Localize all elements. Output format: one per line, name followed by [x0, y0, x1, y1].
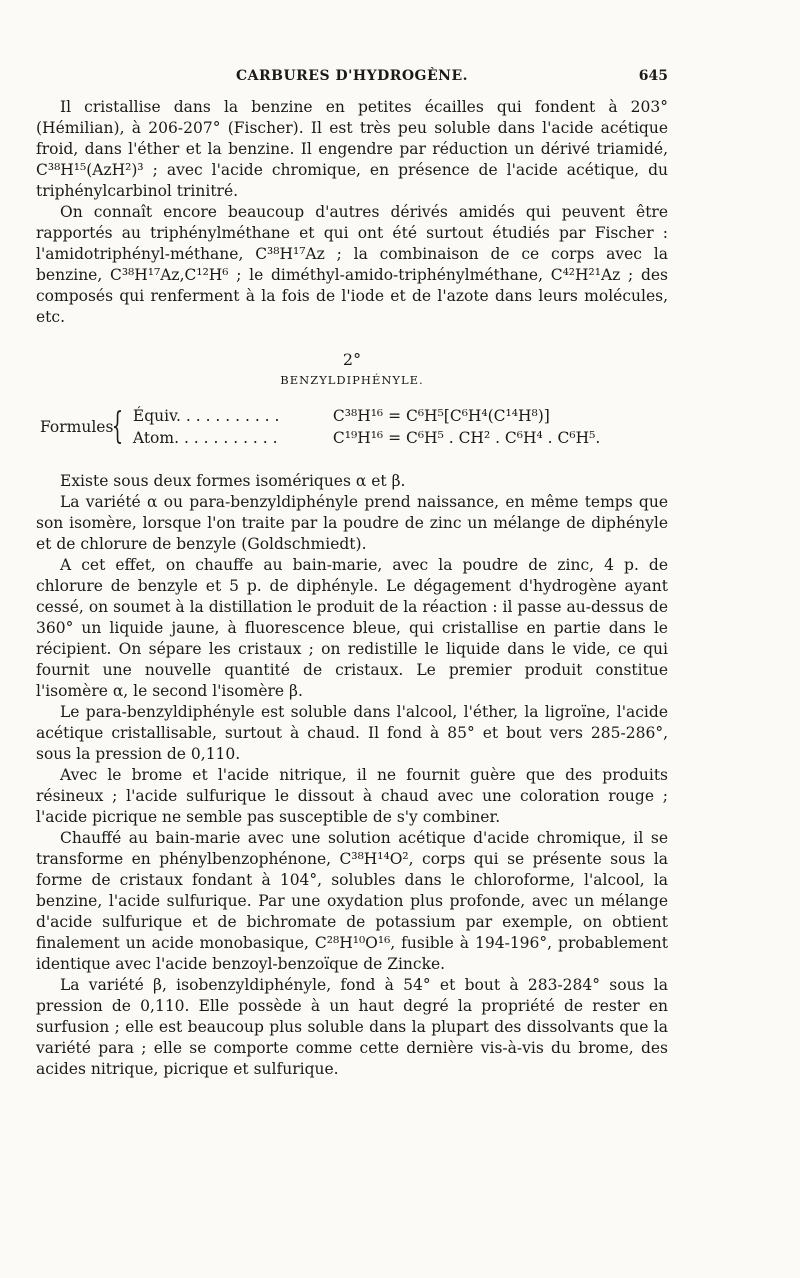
- paragraph: Il cristallise dans la benzine en petites écailles qui fondent à 203° (Hémilian), à 206-207° (Fischer). Il est très peu soluble dans l'acide acétique froid, dans l'éther et la benzine. Il engendre par réduction un dérivé triamidé, C³⁸H¹⁵(AzH²)³ ; avec l'acide chromique, en présence de l'acide acétique, du triphénylcarbinol trinitré.: [36, 98, 668, 200]
- paragraph: A cet effet, on chauffe au bain-marie, avec la poudre de zinc, 4 p. de chlorure de benzyle et 5 p. de diphényle. Le dégagement d'hydrogène ayant cessé, on soumet à la distillation le produit de la réaction : il passe au-dessus de 360° un liquide jaune, à fluorescence bleue, qui cristallise en partie dans le récipient. On sépare les cristaux ; on redistille le liquide dans le vide, ce qui fournit une nouvelle quantité de cristaux. Le premier produit constitue l'isomère α, le second l'isomère β.: [36, 556, 668, 700]
- paragraph: Le para-benzyldiphényle est soluble dans l'alcool, l'éther, la ligroïne, l'acide acétique cristallisable, surtout à chaud. Il fond à 85° et bout vers 285-286°, sous la pression de 0,110.: [36, 703, 668, 763]
- paragraph: La variété α ou para-benzyldiphényle prend naissance, en même temps que son isomère, lorsque l'on traite par la poudre de zinc un mélange de diphényle et de chlorure de benzyle (Goldschmiedt).: [36, 493, 668, 553]
- section-title: BENZYLDIPHÉNYLE.: [280, 373, 424, 387]
- paragraph: Avec le brome et l'acide nitrique, il ne fournit guère que des produits résineux ; l'acide sulfurique le dissout à chaud avec une coloration rouge ; l'acide picrique ne semble pas susceptible de s'y combiner.: [36, 766, 668, 826]
- formula-value: C³⁸H¹⁶ = C⁶H⁵[C⁶H⁴(C¹⁴H⁸)]: [332, 407, 550, 425]
- formula-value: C¹⁹H¹⁶ = C⁶H⁵ . CH² . C⁶H⁴ . C⁶H⁵.: [332, 429, 601, 447]
- section-number: 2°: [342, 350, 362, 369]
- paragraph: On connaît encore beaucoup d'autres dérivés amidés qui peuvent être rapportés au triphénylméthane et qui ont été surtout étudiés par Fischer : l'amidotriphényl-méthane, C³⁸H¹⁷Az ; la combinaison de ce corps avec la benzine, C³⁸H¹⁷Az,C¹²H⁶ ; le diméthyl-amido-triphénylméthane, C⁴²H²¹Az ; des composés qui renferment à la fois de l'iode et de l'azote dans leurs molécules, etc.: [36, 203, 668, 326]
- page-number: 645: [638, 68, 668, 84]
- paragraph: Existe sous deux formes isomériques α et β.: [60, 472, 406, 490]
- paragraph: La variété β, isobenzyldiphényle, fond à 54° et bout à 283-284° sous la pression de 0,110. Elle possède à un haut degré la propriété de rester en surfusion ; elle est beaucoup plus soluble dans la plupart des dissolvants que la variété para ; elle se comporte comme cette dernière vis-à-vis du brome, des acides nitrique, picrique et sulfurique.: [36, 976, 668, 1078]
- page-body: [36, 97, 668, 1080]
- formula-row: [133, 405, 600, 427]
- formula-kind: Équiv. . . . . . . . . . .: [132, 407, 280, 425]
- formulas-rows: [133, 405, 600, 449]
- formulas-block: [40, 405, 668, 449]
- formula-kind: Atom. . . . . . . . . . .: [132, 429, 278, 447]
- page-header: [36, 68, 668, 92]
- formulas-label: Formules: [40, 418, 114, 436]
- paragraph: Chauffé au bain-marie avec une solution acétique d'acide chromique, il se transforme en phénylbenzophénone, C³⁸H¹⁴O², corps qui se présente sous la forme de cristaux fondant à 104°, solubles dans le chloroforme, l'alcool, la benzine, l'acide sulfurique. Par une oxydation plus profonde, avec un mélange d'acide sulfurique et de bichromate de potassium par exemple, on obtient finalement un acide monobasique, C²⁸H¹⁰O¹⁶, fusible à 194-196°, probablement identique avec l'acide benzoyl-benzoïque de Zincke.: [36, 829, 668, 973]
- brace-glyph: {: [111, 406, 124, 447]
- running-title: CARBURES D'HYDROGÈNE.: [235, 68, 469, 84]
- formula-row: [133, 427, 600, 449]
